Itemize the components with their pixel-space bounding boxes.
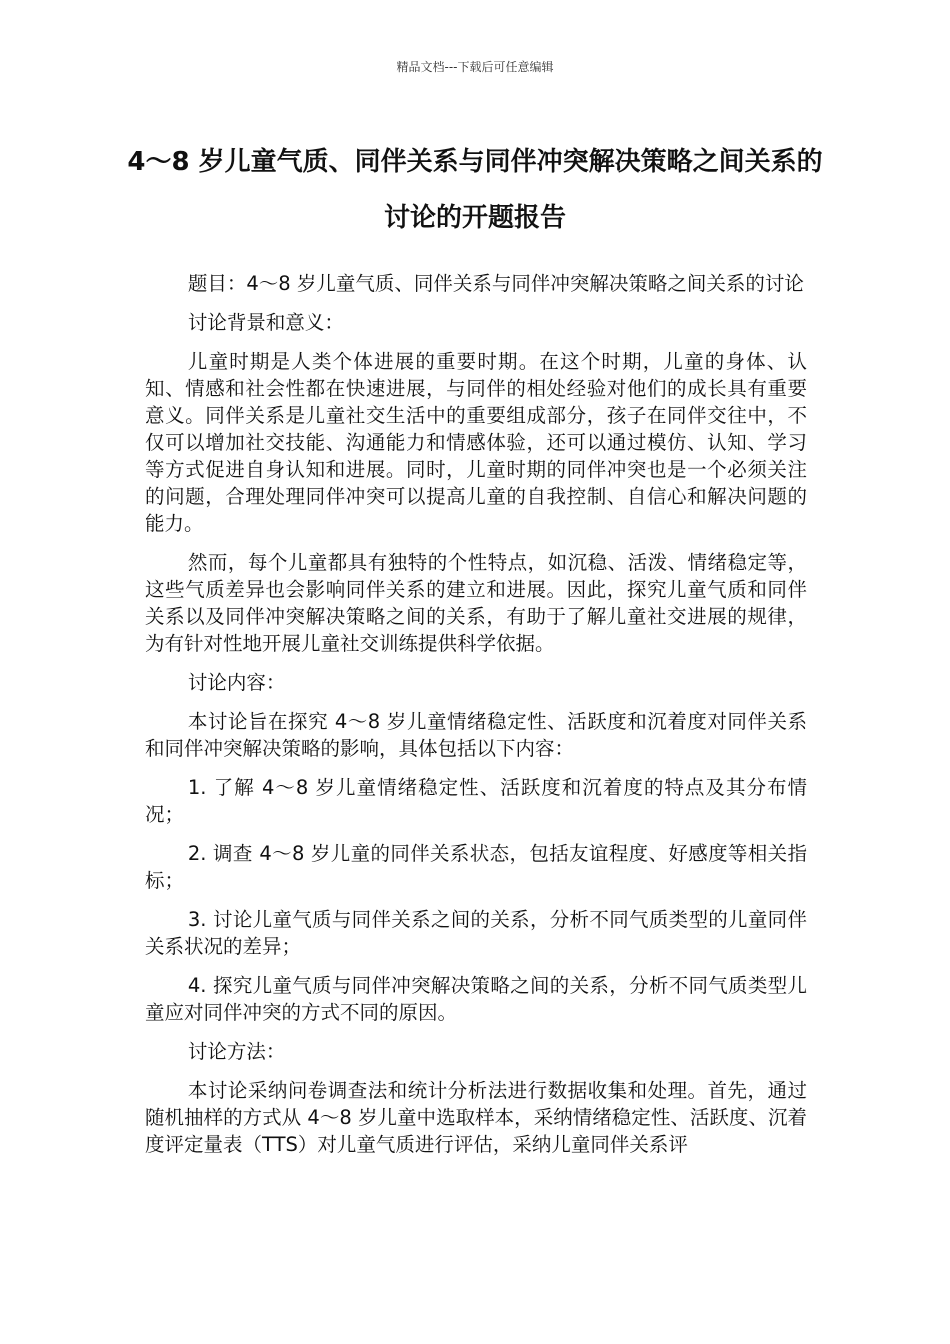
list-item: 2. 调查 4～8 岁儿童的同伴关系状态，包括友谊程度、好感度等相关指标；: [145, 842, 807, 892]
section-heading-content: 讨论内容：: [187, 671, 286, 694]
header-note: 精品文档---下载后可任意编辑: [396, 60, 554, 74]
body-paragraph: 本讨论采纳问卷调查法和统计分析法进行数据收集和处理。首先，通过随机抽样的方式从 4～8 岁儿童中选取样本，采纳情绪稳定性、活跃度、沉着度评定量表（TTS）对儿童气质进行评估，采纳儿童同伴关系评: [145, 1079, 807, 1156]
body-paragraph: 儿童时期是人类个体进展的重要时期。在这个时期，儿童的身体、认知、情感和社会性都在快速进展，与同伴的相处经验对他们的成长具有重要意义。同伴关系是儿童社交生活中的重要组成部分，孩子在同伴交往中，不仅可以增加社交技能、沟通能力和情感体验，还可以通过模仿、认知、学习等方式促进自身认知和进展。同时，儿童时期的同伴冲突也是一个必须关注的问题，合理处理同伴冲突可以提高儿童的自我控制、自信心和解决问题的能力。: [145, 350, 807, 535]
body-paragraph: 本讨论旨在探究 4～8 岁儿童情绪稳定性、活跃度和沉着度对同伴关系和同伴冲突解决策略的影响，具体包括以下内容：: [145, 710, 807, 760]
body-paragraph: 然而，每个儿童都具有独特的个性特点，如沉稳、活泼、情绪稳定等，这些气质差异也会影响同伴关系的建立和进展。因此，探究儿童气质和同伴关系以及同伴冲突解决策略之间的关系，有助于了解儿童社交进展的规律，为有针对性地开展儿童社交训练提供科学依据。: [145, 551, 807, 655]
document-body: [145, 270, 807, 1170]
list-item: 1. 了解 4～8 岁儿童情绪稳定性、活跃度和沉着度的特点及其分布情况；: [145, 776, 807, 826]
section-heading-background: 讨论背景和意义：: [187, 311, 344, 334]
topic-paragraph: 题目：4～8 岁儿童气质、同伴关系与同伴冲突解决策略之间关系的讨论: [187, 272, 804, 295]
section-heading-method: 讨论方法：: [187, 1040, 286, 1063]
list-item: 3. 讨论儿童气质与同伴关系之间的关系，分析不同气质类型的儿童同伴关系状况的差异；: [145, 908, 807, 958]
document-title: 4～8 岁儿童气质、同伴关系与同伴冲突解决策略之间关系的讨论的开题报告: [127, 147, 823, 233]
list-item: 4. 探究儿童气质与同伴冲突解决策略之间的关系，分析不同气质类型儿童应对同伴冲突的方式不同的原因。: [145, 974, 807, 1024]
